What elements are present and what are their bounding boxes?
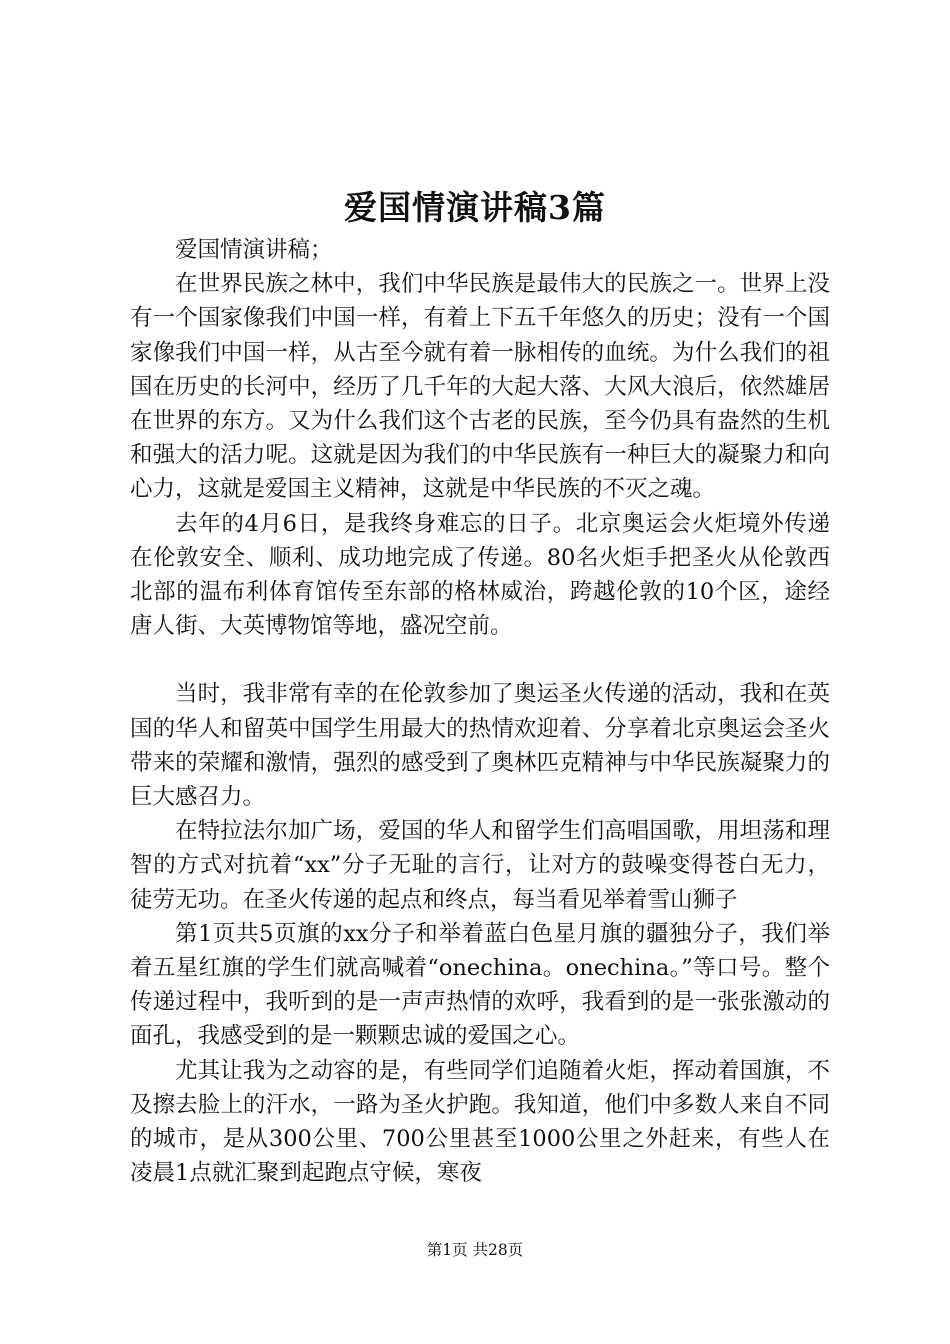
paragraph: 在世界民族之林中，我们中华民族是最伟大的民族之一。世界上没有一个国家像我们中国一样，有着上下五千年悠久的历史；没有一个国家像我们中国一样，从古至今就有着一脉相传的血统。为什么我们的祖国在历史的长河中，经历了几千年的大起大落、大风大浪后，依然雄居在世界的东方。又为什么我们这个古老的民族，至今仍具有盎然的生机和强大的活力呢。这就是因为我们的中华民族有一种巨大的凝聚力和向心力，这就是爱国主义精神，这就是中华民族的不灭之魂。 xyxy=(130,271,830,503)
paragraph-heading-label: 爱国情演讲稿； xyxy=(175,237,333,263)
page-footer: 第1页 共28页 xyxy=(426,1241,524,1259)
document-body xyxy=(130,233,830,1190)
paragraph: 第1页共5页旗的xx分子和举着蓝白色星月旗的疆独分子，我们举着五星红旗的学生们就高喊着“onechina。onechina。”等口号。整个传递过程中，我听到的是一声声热情的欢呼，我看到的是一张张激动的面孔，我感受到的是一颗颗忠诚的爱国之心。 xyxy=(130,920,830,1050)
paragraph: 当时，我非常有幸的在伦敦参加了奥运圣火传递的活动，我和在英国的华人和留英中国学生用最大的热情欢迎着、分享着北京奥运会圣火带来的荣耀和激情，强烈的感受到了奥林匹克精神与中华民族凝聚力的巨大感召力。 xyxy=(130,681,830,811)
paragraph: 在特拉法尔加广场，爱国的华人和留学生们高唱国歌，用坦荡和理智的方式对抗着“xx”分子无耻的言行，让对方的鼓噪变得苍白无力，徒劳无功。在圣火传递的起点和终点，每当看见举着雪山狮子 xyxy=(130,818,830,913)
document-title: 爱国情演讲稿3篇 xyxy=(344,188,606,227)
paragraph: 去年的4月6日，是我终身难忘的日子。北京奥运会火炬境外传递在伦敦安全、顺利、成功地完成了传递。80名火炬手把圣火从伦敦西北部的温布利体育馆传至东部的格林威治，跨越伦敦的10个区，途经唐人街、大英博物馆等地，盛况空前。 xyxy=(130,510,830,640)
paragraph: 尤其让我为之动容的是，有些同学们追随着火炬，挥动着国旗，不及擦去脸上的汗水，一路为圣火护跑。我知道，他们中多数人来自不同的城市，是从300公里、700公里甚至1000公里之外赶来，有些人在凌晨1点就汇聚到起跑点守候，寒夜 xyxy=(130,1057,830,1187)
